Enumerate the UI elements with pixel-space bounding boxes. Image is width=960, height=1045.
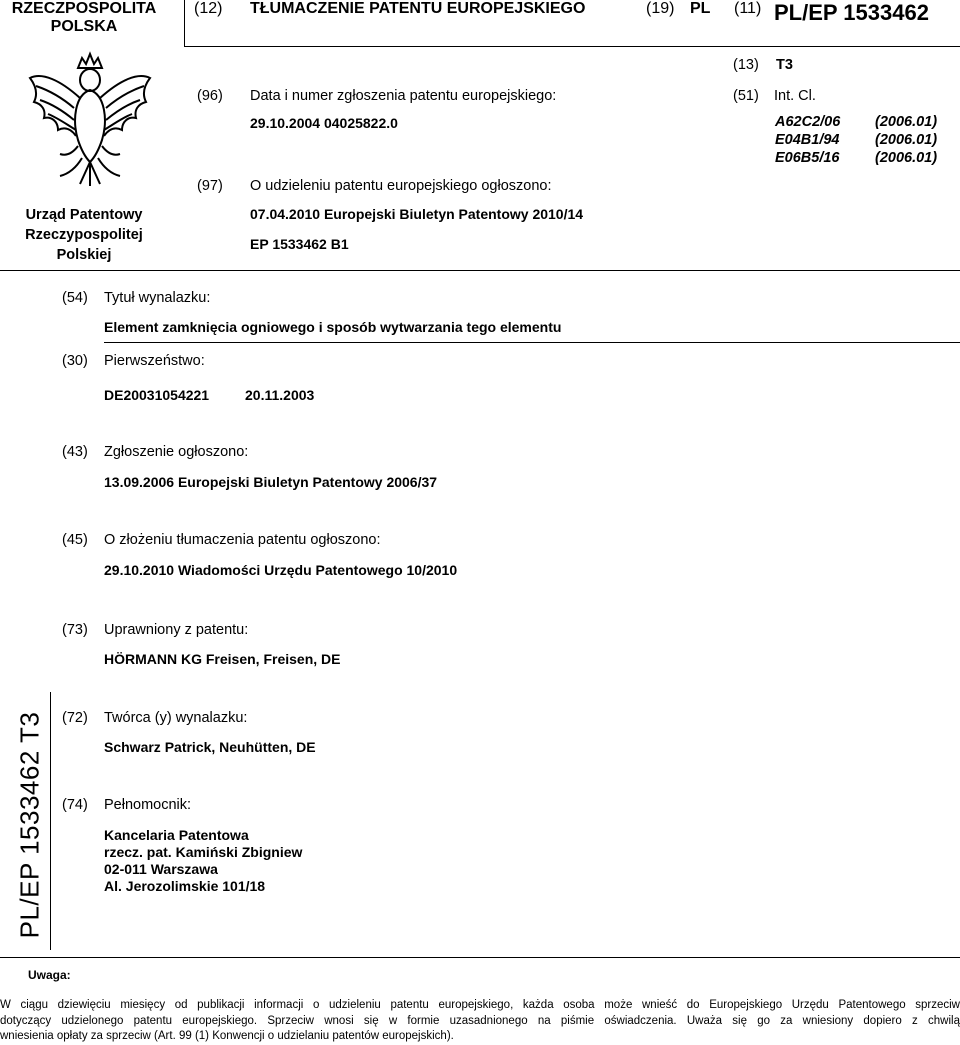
ipc-code: E04B1/94 <box>775 132 840 148</box>
ipc-year: (2006.01) <box>875 132 938 148</box>
title-divider <box>104 342 960 343</box>
code-74: (74) <box>62 797 88 813</box>
field-30-label: Pierwszeństwo: <box>104 353 205 369</box>
country-name <box>0 0 168 36</box>
patent-office-name <box>0 205 168 265</box>
field-96-value: 29.10.2004 04025822.0 <box>250 115 398 131</box>
header-vdivider <box>184 0 185 46</box>
ipc-year: (2006.01) <box>875 114 938 130</box>
code-54: (54) <box>62 290 88 306</box>
code-96: (96) <box>197 88 223 104</box>
office-line1: Urząd Patentowy <box>25 207 143 223</box>
priority-number: DE20031054221 <box>104 387 210 403</box>
attorney-block <box>104 827 302 895</box>
code-30: (30) <box>62 353 88 369</box>
attorney-line: 02-011 Warszawa <box>104 861 218 877</box>
field-45-label: O złożeniu tłumaczenia patentu ogłoszono: <box>104 532 381 548</box>
side-patent-label <box>10 710 50 940</box>
side-divider <box>50 692 51 950</box>
document-type: TŁUMACZENIE PATENTU EUROPEJSKIEGO <box>250 0 586 17</box>
note-text <box>0 998 960 1045</box>
field-43-label: Zgłoszenie ogłoszono: <box>104 444 249 460</box>
note-line: wniesienia opłaty za sprzeciw (Art. 99 (1) Konwencji o udzielaniu patentów europejskich). <box>0 1030 454 1042</box>
country-code: PL <box>690 0 711 17</box>
header-divider <box>184 46 960 47</box>
eagle-emblem-icon <box>20 50 160 190</box>
code-45: (45) <box>62 532 88 548</box>
note-line: W ciągu dziewięciu miesięcy od publikacji informacji o udzieleniu patentu europejskiego, każda osoba może wnieść do Europejskiego Urzędu Patentowego sprzeciw <box>0 999 960 1011</box>
ipc-codes <box>775 113 840 167</box>
field-97-label: O udzieleniu patentu europejskiego ogłoszono: <box>250 178 552 194</box>
field-74-label: Pełnomocnik: <box>104 797 192 813</box>
code-19: (19) <box>646 0 675 17</box>
field-45-value: 29.10.2010 Wiadomości Urzędu Patentowego 10/2010 <box>104 562 458 578</box>
code-12: (12) <box>194 0 223 17</box>
footer-divider <box>0 957 960 958</box>
invention-title: Element zamknięcia ogniowego i sposób wytwarzania tego elementu <box>104 319 562 335</box>
field-97-publication: EP 1533462 B1 <box>250 236 349 252</box>
side-label-text: PL/EP 1533462 T3 <box>14 711 45 939</box>
main-divider <box>0 270 960 271</box>
kind-code: T3 <box>776 57 793 73</box>
country-line2: POLSKA <box>50 18 118 35</box>
field-72-label: Twórca (y) wynalazku: <box>104 710 248 726</box>
note-line: dotyczący udzielonego patentu europejskiego. Sprzeciw wnosi się w formie uzasadnionego na piśmie oświadczenia. Uważa się go za wniesiony dopiero z chwilą <box>0 1014 960 1027</box>
attorney-line: Al. Jerozolimskie 101/18 <box>104 878 266 894</box>
ipc-year: (2006.01) <box>875 150 938 166</box>
office-line3: Polskiej <box>56 247 112 263</box>
office-line2: Rzeczypospolitej <box>25 227 143 243</box>
patent-number: PL/EP 1533462 <box>774 0 929 25</box>
field-97-value: 07.04.2010 Europejski Biuletyn Patentowy 2010/14 <box>250 206 584 222</box>
priority-date: 20.11.2003 <box>245 387 315 403</box>
code-97: (97) <box>197 178 223 194</box>
ipc-years <box>875 113 937 167</box>
code-11: (11) <box>734 0 762 17</box>
field-96-label: Data i numer zgłoszenia patentu europejskiego: <box>250 88 557 104</box>
code-43: (43) <box>62 444 88 460</box>
field-43-value: 13.09.2006 Europejski Biuletyn Patentowy 2006/37 <box>104 474 438 490</box>
attorney-line: rzecz. pat. Kamiński Zbigniew <box>104 844 303 860</box>
code-73: (73) <box>62 622 88 638</box>
code-51: (51) <box>733 88 759 104</box>
attorney-line: Kancelaria Patentowa <box>104 827 249 843</box>
code-72: (72) <box>62 710 88 726</box>
field-51-label: Int. Cl. <box>774 88 816 104</box>
code-13: (13) <box>733 57 759 73</box>
country-line1: RZECZPOSPOLITA <box>11 0 157 17</box>
ipc-code: A62C2/06 <box>775 114 841 130</box>
field-73-label: Uprawniony z patentu: <box>104 622 249 638</box>
inventor: Schwarz Patrick, Neuhütten, DE <box>104 739 316 755</box>
patent-owner: HÖRMANN KG Freisen, Freisen, DE <box>104 651 341 667</box>
field-54-label: Tytuł wynalazku: <box>104 290 211 306</box>
ipc-code: E06B5/16 <box>775 150 840 166</box>
note-title: Uwaga: <box>28 968 71 982</box>
